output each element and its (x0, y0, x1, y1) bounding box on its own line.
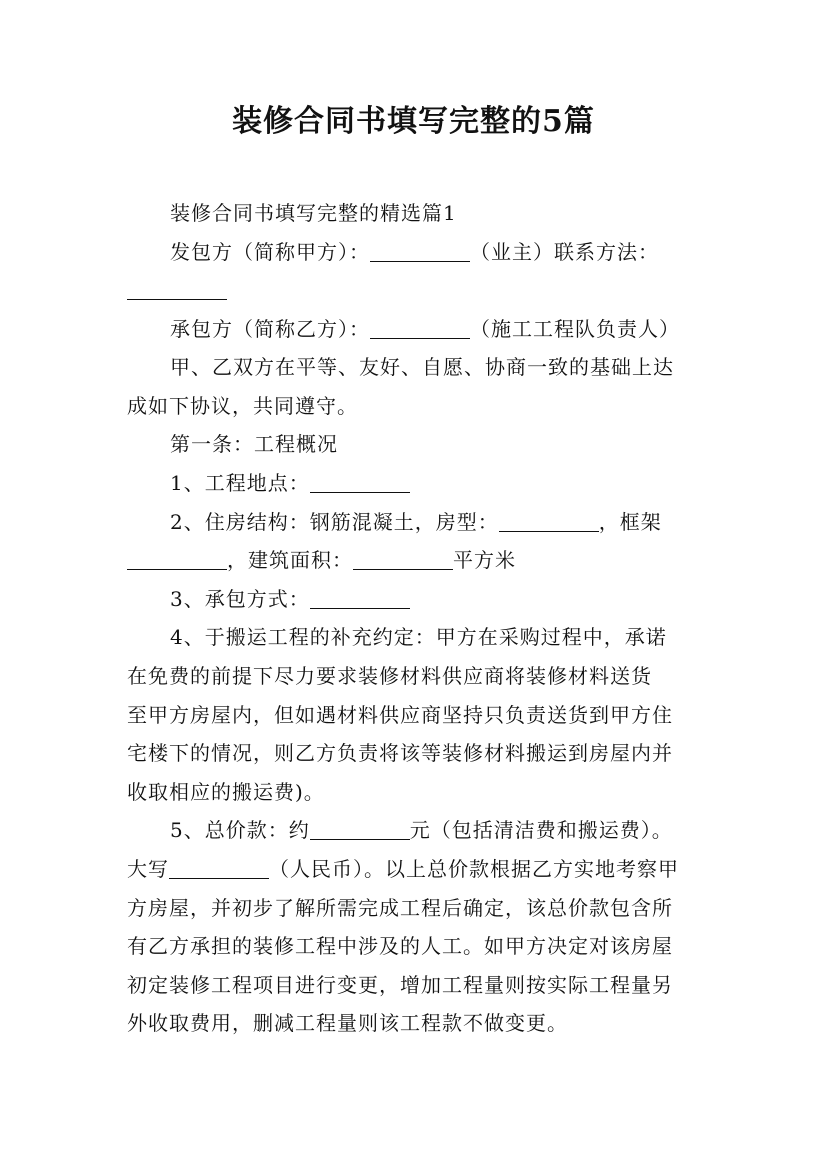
housing-structure-label: 2、住房结构：钢筋混凝土，房型： (170, 510, 499, 534)
paragraph-line: 至甲方房屋内，但如遇材料供应商坚持只负责送货到甲方住 (127, 703, 673, 727)
amount-in-words-note: （人民币）。以上总价款根据乙方实地考察甲 (269, 857, 679, 881)
fill-blank[interactable] (310, 817, 410, 840)
project-location-line (170, 468, 410, 498)
document-title: 装修合同书填写完整的5篇 (232, 104, 595, 139)
paragraph-line: 初定装修工程项目进行变更，增加工程量则按实际工程量另 (127, 973, 673, 997)
section-heading (170, 198, 457, 228)
amount-in-words-label: 大写 (127, 857, 169, 881)
party-b-role: （施工工程队负责人） (470, 317, 680, 341)
fill-blank[interactable] (310, 586, 410, 609)
paragraph-line: 外收取费用，删减工程量则该工程款不做变更。 (127, 1011, 568, 1035)
paragraph-line: 4、于搬运工程的补充约定：甲方在采购过程中，承诺 (170, 625, 667, 649)
total-price-note: 元（包括清洁费和搬运费）。 (409, 818, 673, 842)
paragraph-line: 成如下协议，共同遵守。 (127, 394, 358, 418)
article-heading: 第一条：工程概况 (170, 432, 338, 456)
paragraph-line: 有乙方承担的装修工程中涉及的人工。如甲方决定对该房屋 (127, 934, 673, 958)
contract-method-label: 3、承包方式： (170, 587, 310, 611)
party-b-line (170, 314, 680, 344)
party-a-line (170, 237, 659, 267)
party-b-label: 承包方（简称乙方）： (170, 317, 370, 341)
section-heading-text: 装修合同书填写完整的精选篇1 (170, 201, 457, 225)
building-area-line (127, 545, 516, 575)
fill-blank[interactable] (370, 316, 470, 339)
contract-method-line (170, 584, 410, 614)
paragraph-line: 方房屋，并初步了解所需完成工程后确定，该总价款包含所 (127, 896, 673, 920)
total-price-label: 5、总价款：约 (170, 818, 310, 842)
fill-blank[interactable] (169, 856, 269, 879)
amount-in-words-line (127, 854, 679, 884)
party-a-contact-line (127, 275, 227, 305)
fill-blank[interactable] (127, 547, 227, 570)
paragraph-line: 收取相应的搬运费)。 (127, 780, 325, 804)
fill-blank[interactable] (353, 547, 453, 570)
fill-blank[interactable] (370, 239, 470, 262)
frame-label: ，框架 (598, 510, 662, 534)
fill-blank[interactable] (127, 277, 227, 300)
fill-blank[interactable] (499, 509, 599, 532)
fill-blank[interactable] (310, 470, 410, 493)
paragraph-line: 宅楼下的情况，则乙方负责将该等装修材料搬运到房屋内并 (127, 741, 673, 765)
area-unit: 平方米 (453, 548, 516, 572)
paragraph-line: 在免费的前提下尽力要求装修材料供应商将装修材料送货 (127, 664, 652, 688)
paragraph-line: 甲、乙双方在平等、友好、自愿、协商一致的基础上达 (170, 355, 674, 379)
party-a-label: 发包方（简称甲方）： (170, 240, 370, 264)
building-area-label: ，建筑面积： (227, 548, 353, 572)
party-a-contact-label: （业主）联系方法： (470, 240, 659, 264)
total-price-line (170, 815, 673, 845)
housing-structure-line (170, 507, 662, 537)
project-location-label: 1、工程地点： (170, 471, 310, 495)
